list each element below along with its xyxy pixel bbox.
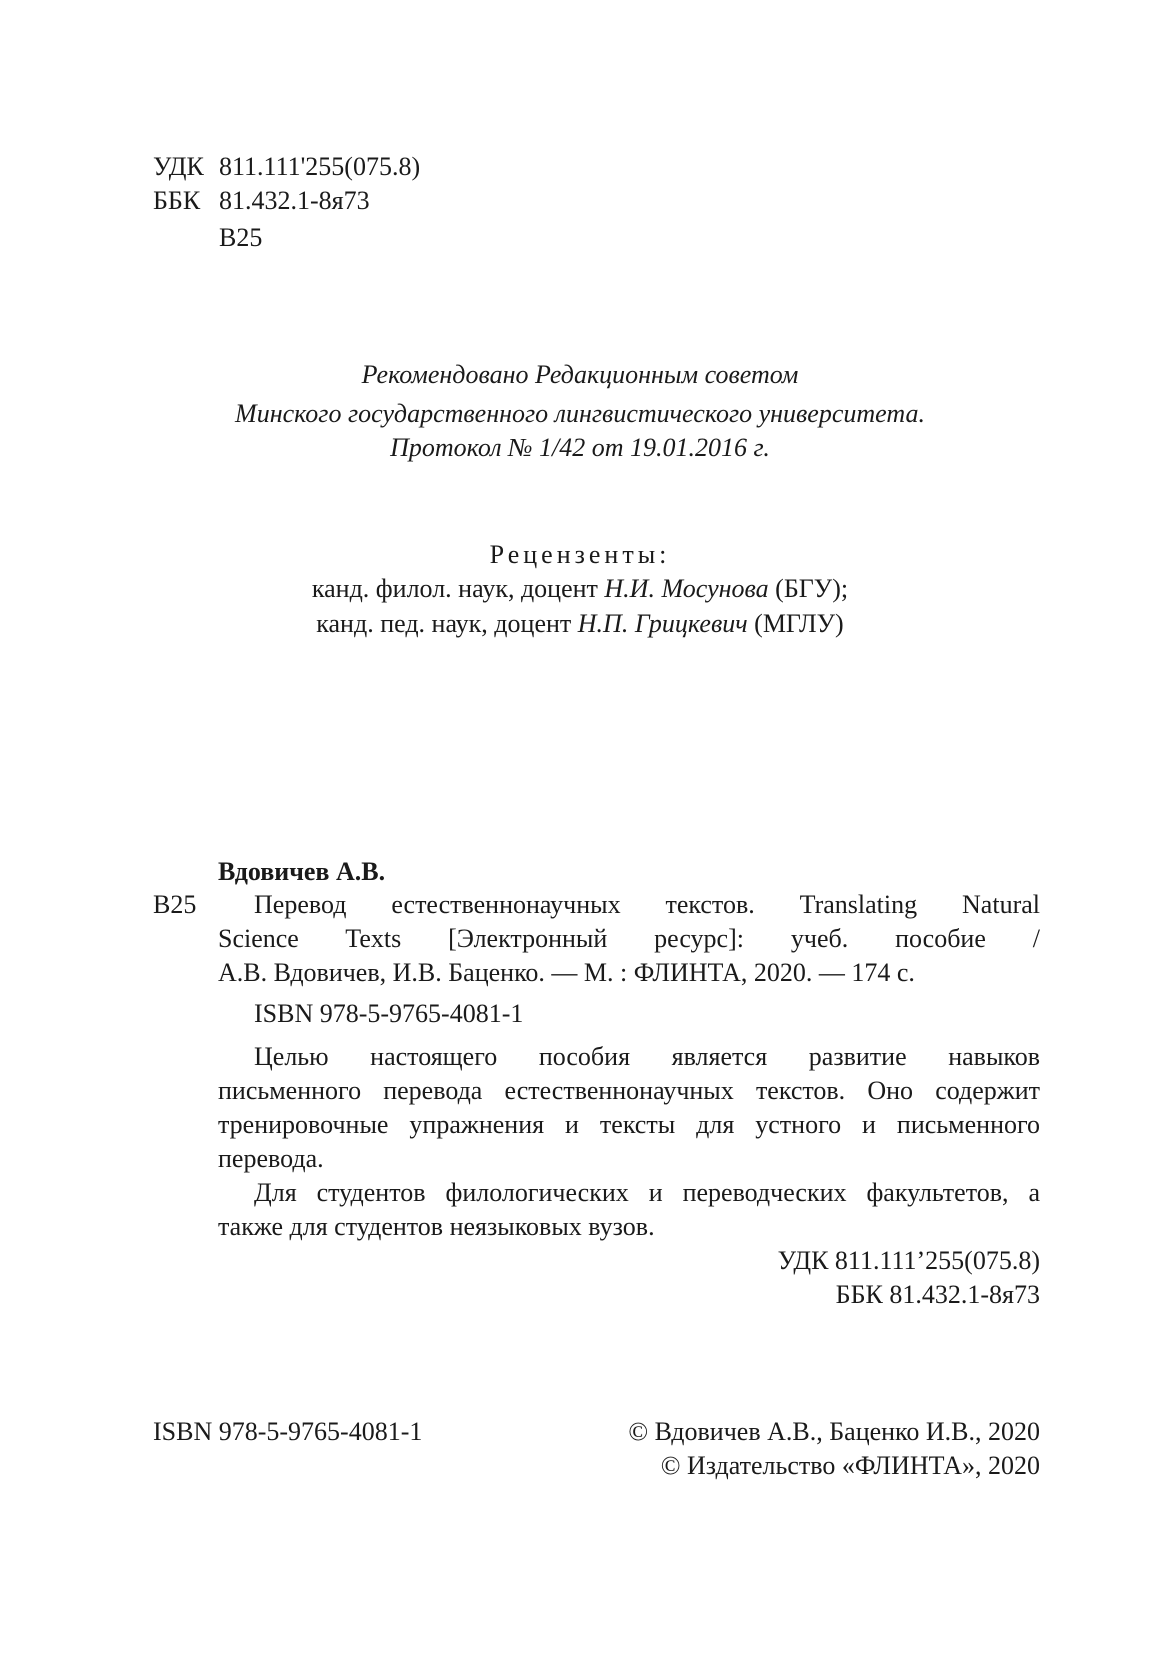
annotation-line: письменного перевода естественнонаучных текстов. Оно содержит: [218, 1076, 1040, 1105]
reviewer-2-title: канд. пед. наук, доцент: [316, 609, 578, 638]
annotation-line: также для студентов неязыковых вузов.: [218, 1212, 655, 1241]
reviewers-heading: Рецензенты:: [489, 540, 671, 569]
footer-isbn: ISBN 978-5-9765-4081-1: [153, 1417, 423, 1446]
reviewer-2: [150, 607, 1010, 641]
bbk-value: 81.432.1-8я73: [219, 186, 370, 215]
recommendation-line-3: Протокол № 1/42 от 19.01.2016 г.: [390, 433, 770, 462]
annotation-line: Целью настоящего пособия является развитие навыков: [254, 1042, 1040, 1071]
annotation: [218, 1040, 1040, 1244]
bib-line-3: А.В. Вдовичев, И.В. Баценко. — М. : ФЛИНТА, 2020. — 174 с.: [218, 958, 915, 987]
reviewer-1: [150, 572, 1010, 606]
reviewer-1-name: Н.И. Мосунова: [604, 574, 769, 603]
bibliographic-description: [218, 888, 1040, 990]
annotation-line: Для студентов филологических и переводческих факультетов, а: [254, 1178, 1040, 1207]
udk-value: 811.111'255(075.8): [219, 152, 421, 181]
bib-line-2: Science Texts [Электронный ресурс]: учеб. пособие /: [218, 924, 1040, 953]
udk-row: [153, 150, 420, 184]
annotation-line: перевода.: [218, 1144, 324, 1173]
reviewer-2-name: Н.П. Грицкевич: [577, 609, 748, 638]
author-mark: В25: [219, 223, 263, 252]
copyright-authors: © Вдовичев А.В., Баценко И.В., 2020: [628, 1417, 1040, 1446]
bottom-bbk: ББК 81.432.1-8я73: [835, 1280, 1040, 1309]
bib-isbn: ISBN 978-5-9765-4081-1: [254, 999, 524, 1028]
bottom-udk: УДК 811.111’255(075.8): [777, 1246, 1040, 1275]
recommendation-line-2: Минского государственного лингвистического университета.: [235, 399, 925, 428]
bbk-row: [153, 184, 370, 218]
copyright-publisher: © Издательство «ФЛИНТА», 2020: [660, 1451, 1040, 1480]
reviewer-2-org: (МГЛУ): [747, 609, 844, 638]
udk-label: УДК: [153, 152, 204, 181]
book-author: Вдовичев А.В.: [218, 857, 386, 886]
annotation-line: тренировочные упражнения и тексты для устного и письменного: [218, 1110, 1040, 1139]
bib-line-1: Перевод естественнонаучных текстов. Translating Natural: [254, 890, 1040, 919]
bbk-label: ББК: [153, 186, 201, 215]
reviewer-1-org: (БГУ);: [768, 574, 849, 603]
recommendation-line-1: Рекомендовано Редакционным советом: [361, 360, 799, 389]
reviewer-1-title: канд. филол. наук, доцент: [311, 574, 605, 603]
book-code: В25: [153, 890, 197, 919]
